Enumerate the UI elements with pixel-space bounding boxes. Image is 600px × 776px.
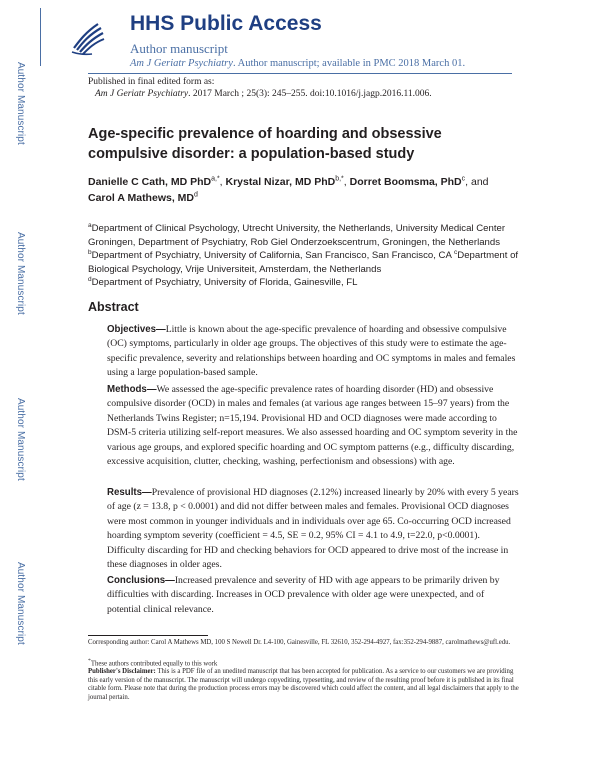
footnote-equal-sup: * [88,658,91,664]
footnote-equal-text: These authors contributed equally to this work [90,660,218,668]
article-title: Age-specific prevalence of hoarding and obsessive compulsive disorder: a population-based study [88,126,442,162]
sidebar-rule [40,8,41,66]
author-list [88,174,518,206]
affiliations [88,222,520,290]
footnote-disclaimer [88,668,522,702]
author-name: Krystal Nizar, MD PhD [225,176,336,188]
abstract-results [107,486,519,572]
affiliation-sup: c [454,249,458,256]
abstract-objectives [107,323,519,381]
disclaimer-text: This is a PDF file of an unedited manuscript that has been accepted for publication. As a service to our customers we are providing this early version of the manuscript. The manuscript will undergo copyediting, typesetting, and review of the resulting proof before it is published in its final citable form. Please note that during the production process errors may be discovered which could affect the content, and all legal disclaimers that apply to the journal pertain. [88,668,519,701]
publication-label: Published in final edited form as: [88,77,215,87]
methods-label: Methods— [107,384,157,395]
header-title: HHS Public Access [130,12,322,35]
objectives-label: Objectives— [107,324,166,335]
affiliation-sup: a [88,221,92,229]
author-separator: , [219,176,226,188]
author-affiliation-sup: b,* [335,175,344,183]
affiliation-sup: b [88,249,92,256]
publication-details: . 2017 March ; 25(3): 245–255. doi:10.1016/j.jagp.2016.11.006. [188,89,432,99]
header-divider [88,73,512,74]
conclusions-label: Conclusions— [107,575,175,586]
author-affiliation-sup: c [461,175,466,183]
footnote-divider [88,635,208,636]
author-name: Danielle C Cath, MD PhD [88,176,212,188]
author-name: Dorret Boomsma, PhD [349,176,462,188]
author-separator: , and [465,176,489,188]
conclusions-text: Increased prevalence and severity of HD with age appears to be primarily driven by difficulties with discarding. Increases in OCD prevalence with older age were unexpected, and of potential clinical relevance. [107,575,500,615]
sidebar-label-3: Author Manuscript [15,398,26,481]
objectives-text: Little is known about the age-specific prevalence of hoarding and obsessive compulsive (OC) symptoms, particularly in older age groups. The objectives of this study were to estimate the age-specific prevalence, severity and relationships between hoarding and OC symptoms in males and females using a large population-based sample. [107,324,516,379]
author-affiliation-sup: d [193,191,198,199]
header-citation [130,58,465,69]
sidebar-label-1: Author Manuscript [15,62,26,145]
affiliation-text: Department of Psychiatry, University of Florida, Gainesville, FL [91,277,358,289]
hhs-eagle-logo-icon [68,18,108,58]
disclaimer-label: Publisher's Disclaimer: [88,668,156,675]
affiliation-text: Department of Clinical Psychology, Utrecht University, the Netherlands, University Medical Center Groningen, Department of Psychiatry, Rob Giel Onderzoekscentrum, Groningen, the Netherlands [88,223,506,248]
footnote-corresponding: Corresponding author: Carol A Mathews MD, 100 S Newell Dr. L4-100, Gainesville, FL 32610, 352-294-4927, fax:352-294-9887, carolmathews@ufl.edu. [88,639,511,646]
publication-journal: Am J Geriatr Psychiatry [95,89,189,99]
publication-citation [95,89,432,99]
methods-text: We assessed the age-specific prevalence rates of hoarding disorder (HD) and obsessive compulsive disorder (OCD) in males and females (at various age ranges between 15–97 years) from the Netherlands Twins Register; n=15,194. Provisional HD and OCD diagnoses were made according to DSM-5 criteria utilizing self-report measures. We also assessed hoarding and OC symptom severity in the various age groups, and explored specific hoarding and OC symptom patterns (e.g., difficulty discarding, excessive acquisition, clutter, checking, washing, perfectionism and obsessions) with age. [107,384,518,468]
header-subtitle: Author manuscript [130,41,228,56]
abstract-heading: Abstract [88,300,139,314]
author-separator: , [343,176,350,188]
author-name: Carol A Mathews, MD [88,192,194,204]
affiliation-text: Department of Biological Psychology, Vrije Universiteit, Amsterdam, the Netherlands [88,250,519,275]
sidebar-label-4: Author Manuscript [15,562,26,645]
header-journal: Am J Geriatr Psychiatry [130,58,233,69]
affiliation-sup: d [88,276,92,284]
header-availability: . Author manuscript; available in PMC 2018 March 01. [232,58,466,69]
results-label: Results— [107,487,152,498]
author-affiliation-sup: a,* [211,175,220,183]
abstract-conclusions [107,574,519,617]
affiliation-text: Department of Psychiatry, University of California, San Francisco, San Francisco, CA [91,250,452,262]
abstract-methods [107,383,519,469]
results-text: Prevalence of provisional HD diagnoses (2.12%) increased linearly by 20% with every 5 years of age (z = 13.8, p < 0.0001) and did not differ between males and females. Provisional OCD diagnoses were most common in younger individuals and in individuals over age 65. Co-occurring OCD increased hoarding symptom severity (coefficient = 4.5, SE = 0.2, 95% CI = 4.1 to 4.9, t=22.0, p<0.0001). Difficulty discarding for HD and checking behaviors for OCD appeared to drive most of the increase in these diagnoses in older ages. [107,487,519,571]
sidebar-label-2: Author Manuscript [15,232,26,315]
